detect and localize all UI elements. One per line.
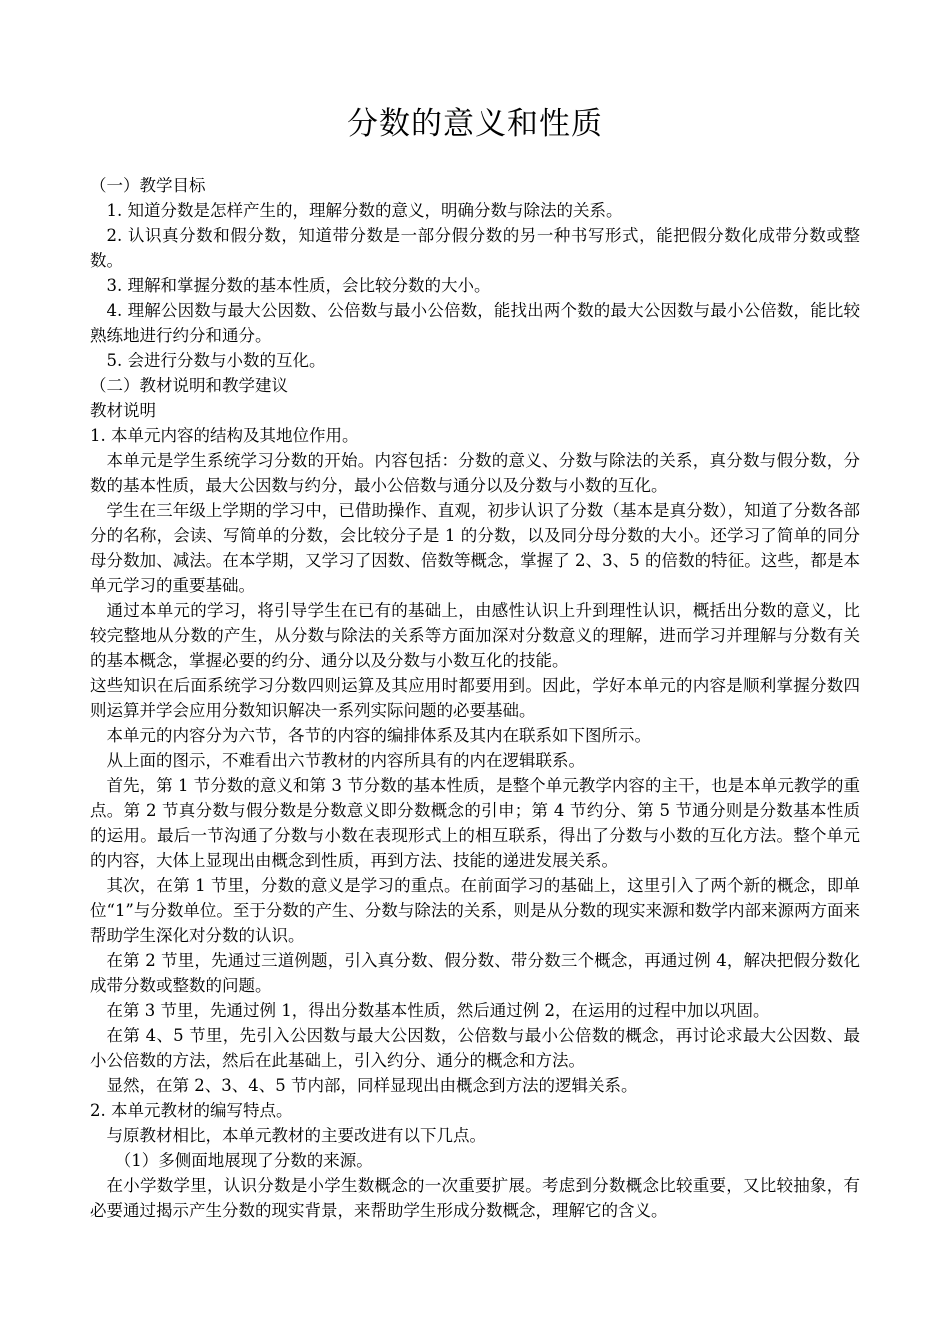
body-paragraph: 首先，第 1 节分数的意义和第 3 节分数的基本性质，是整个单元教学内容的主干，也是本单元教学的重点。第 2 节真分数与假分数是分数意义即分数概念的引申；第 4 节约分、第 5 节通分则是分数基本性质的运用。最后一节沟通了分数与小数在表现形式上的相互联系，得出了分数与小数的互化方法。整个单元的内容，大体上显现出由概念到性质，再到方法、技能的递进发展关系。: [90, 776, 860, 870]
goal-item: 3. 理解和掌握分数的基本性质，会比较分数的大小。: [106, 276, 491, 295]
body-paragraph: 在小学数学里，认识分数是小学生数概念的一次重要扩展。考虑到分数概念比较重要，又比较抽象，有必要通过揭示产生分数的现实背景，来帮助学生形成分数概念，理解它的含义。: [90, 1176, 860, 1220]
body-paragraph: 本单元的内容分为六节，各节的内容的编排体系及其内在联系如下图所示。: [106, 726, 651, 745]
body-paragraph: 从上面的图示，不难看出六节教材的内容所具有的内在逻辑联系。: [106, 751, 585, 770]
body-paragraph: 与原教材相比，本单元教材的主要改进有以下几点。: [106, 1126, 486, 1145]
subheading-structure: 1. 本单元内容的结构及其地位作用。: [90, 426, 359, 445]
goal-item: 1. 知道分数是怎样产生的，理解分数的意义，明确分数与除法的关系。: [106, 201, 623, 220]
body-paragraph: 本单元是学生系统学习分数的开始。内容包括：分数的意义、分数与除法的关系，真分数与假分数，分数的基本性质，最大公因数与约分，最小公倍数与通分以及分数与小数的互化。: [90, 451, 860, 495]
goal-item: 4. 理解公因数与最大公因数、公倍数与最小公倍数，能找出两个数的最大公因数与最小公倍数，能比较熟练地进行约分和通分。: [90, 301, 860, 345]
section-heading-materials: （二）教材说明和教学建议: [90, 376, 288, 395]
subheading-features: 2. 本单元教材的编写特点。: [90, 1101, 293, 1120]
list-point: （1）多侧面地展现了分数的来源。: [114, 1151, 373, 1170]
document-body: [90, 173, 860, 1223]
body-paragraph: 在第 4、5 节里，先引入公因数与最大公因数，公倍数与最小公倍数的概念，再讨论求最大公因数、最小公倍数的方法，然后在此基础上，引入约分、通分的概念和方法。: [90, 1026, 860, 1070]
goal-item: 2. 认识真分数和假分数，知道带分数是一部分假分数的另一种书写形式，能把假分数化成带分数或整数。: [90, 226, 860, 270]
document-title: 分数的意义和性质: [347, 106, 603, 142]
goal-item: 5. 会进行分数与小数的互化。: [106, 351, 326, 370]
body-paragraph: 学生在三年级上学期的学习中，已借助操作、直观，初步认识了分数（基本是真分数），知道了分数各部分的名称，会读、写简单的分数，会比较分子是 1 的分数，以及同分母分数的大小。还学习了简单的同分母分数加、减法。在本学期，又学习了因数、倍数等概念，掌握了 2、3、5 的倍数的特征。这些，都是本单元学习的重要基础。: [90, 501, 860, 595]
body-paragraph: 通过本单元的学习，将引导学生在已有的基础上，由感性认识上升到理性认识，概括出分数的意义，比较完整地从分数的产生，从分数与除法的关系等方面加深对分数意义的理解，进而学习并理解与分数有关的基本概念，掌握必要的约分、通分以及分数与小数互化的技能。: [90, 601, 860, 670]
subheading-materials-notes: 教材说明: [90, 401, 156, 420]
body-paragraph: 这些知识在后面系统学习分数四则运算及其应用时都要用到。因此，学好本单元的内容是顺利掌握分数四则运算并学会应用分数知识解决一系列实际问题的必要基础。: [90, 676, 860, 720]
section-heading-goals: （一）教学目标: [90, 176, 206, 195]
body-paragraph: 在第 3 节里，先通过例 1，得出分数基本性质，然后通过例 2，在运用的过程中加以巩固。: [106, 1001, 770, 1020]
body-paragraph: 显然，在第 2、3、4、5 节内部，同样显现出由概念到方法的逻辑关系。: [106, 1076, 638, 1095]
body-paragraph: 其次，在第 1 节里，分数的意义是学习的重点。在前面学习的基础上，这里引入了两个新的概念，即单位“1”与分数单位。至于分数的产生、分数与除法的关系，则是从分数的现实来源和数学内部来源两方面来帮助学生深化对分数的认识。: [90, 876, 860, 945]
body-paragraph: 在第 2 节里，先通过三道例题，引入真分数、假分数、带分数三个概念，再通过例 4，解决把假分数化成带分数或整数的问题。: [90, 951, 860, 995]
